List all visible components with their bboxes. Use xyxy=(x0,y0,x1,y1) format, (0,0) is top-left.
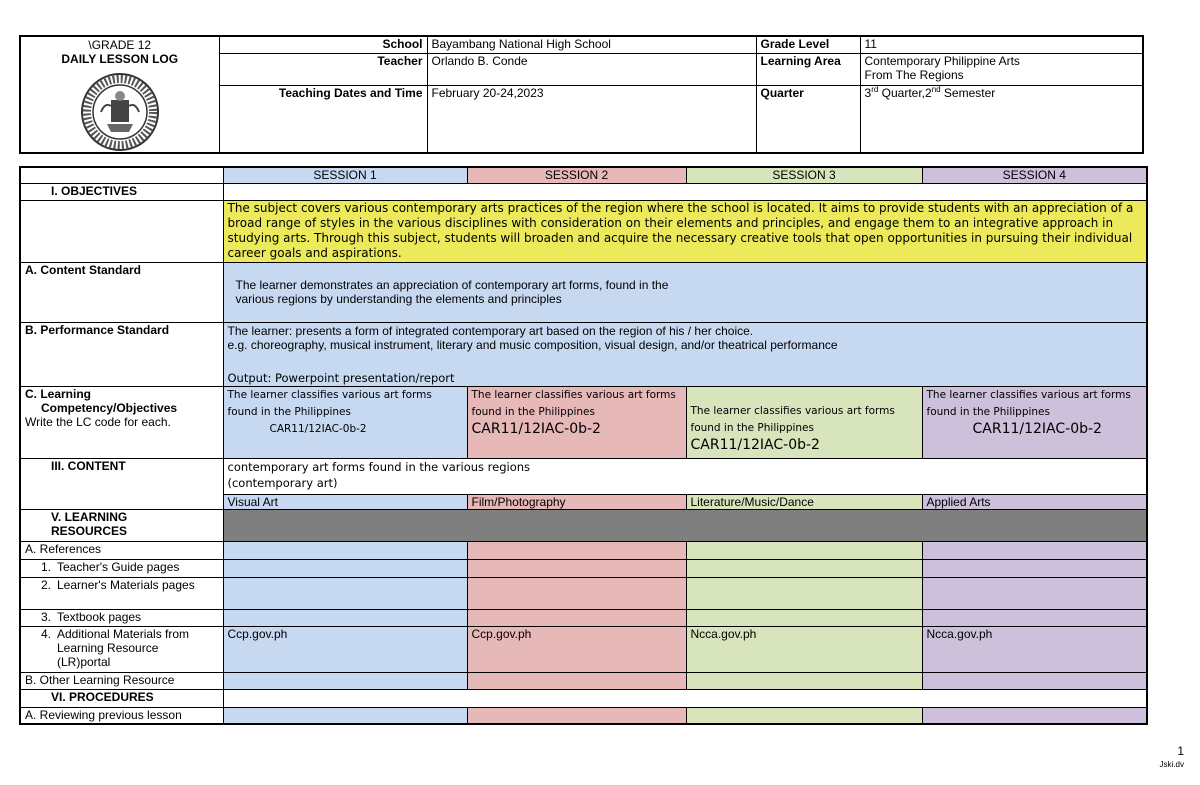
sessions-row xyxy=(20,167,1147,183)
footer-code: Jski.dv xyxy=(1159,760,1184,769)
tb-s2 xyxy=(467,609,686,626)
school-label: School xyxy=(219,36,427,53)
session-1-header: SESSION 1 xyxy=(223,167,467,183)
content-line1: contemporary art forms found in the various regions xyxy=(227,459,531,474)
references-s3 xyxy=(686,541,922,559)
content-label: III. CONTENT xyxy=(20,458,223,509)
item2-text: Learner's Materials pages xyxy=(57,577,195,592)
page-number: 1 xyxy=(1177,744,1184,758)
lm-s1 xyxy=(223,577,467,609)
objectives-label: I. OBJECTIVES xyxy=(20,183,223,200)
additional-materials-row xyxy=(20,626,1147,672)
rv-s3 xyxy=(686,707,922,724)
session-3-header: SESSION 3 xyxy=(686,167,922,183)
content-s1: Visual Art xyxy=(223,494,467,509)
lc-label-2: Competency/Objectives xyxy=(41,400,178,415)
content-s3: Literature/Music/Dance xyxy=(686,494,922,509)
references-s1 xyxy=(223,541,467,559)
content-line2: (contemporary art) xyxy=(227,475,338,490)
item4-text: Additional Materials from Learning Resource (LR)portal xyxy=(57,626,190,669)
content-row xyxy=(20,458,1147,494)
am-s3: Ncca.gov.ph xyxy=(686,626,922,672)
objectives-desc-left xyxy=(20,200,223,262)
item1-num: 1. xyxy=(40,559,51,574)
learning-area-line1: Contemporary Philippine Arts xyxy=(864,53,1020,68)
additional-materials-label xyxy=(20,626,223,672)
performance-standard-label: B. Performance Standard xyxy=(20,322,223,386)
lc-s3-code: CAR11/12IAC-0b-2 xyxy=(690,436,820,453)
learning-resources-label: V. LEARNING RESOURCES xyxy=(20,509,223,541)
tg-s4 xyxy=(922,559,1147,577)
teacher-value: Orlando B. Conde xyxy=(427,53,756,86)
rv-s4 xyxy=(922,707,1147,724)
rv-s2 xyxy=(467,707,686,724)
tg-s2 xyxy=(467,559,686,577)
session-4-header: SESSION 4 xyxy=(922,167,1147,183)
other-resource-label: B. Other Learning Resource xyxy=(20,672,223,689)
item3-num: 3. xyxy=(40,609,51,624)
content-standard-line2: various regions by understanding the elements and principles xyxy=(235,291,562,306)
procedures-label: VI. PROCEDURES xyxy=(20,689,223,707)
or-s4 xyxy=(922,672,1147,689)
tb-s3 xyxy=(686,609,922,626)
am-s4: Ncca.gov.ph xyxy=(922,626,1147,672)
lc-s1-code: CAR11/12IAC-0b-2 xyxy=(269,422,367,435)
learning-area-label: Learning Area xyxy=(756,53,860,86)
rv-s1 xyxy=(223,707,467,724)
learning-area-value xyxy=(860,53,1143,86)
lc-label-3: Write the LC code for each. xyxy=(25,414,171,429)
header-left-block xyxy=(20,36,219,153)
item3-text: Textbook pages xyxy=(57,609,142,624)
lc-session-3 xyxy=(686,386,922,458)
grade-label: \GRADE 12 xyxy=(88,38,152,52)
item1-text: Teacher's Guide pages xyxy=(57,559,180,574)
lc-session-1 xyxy=(223,386,467,458)
content-standard-label: A. Content Standard xyxy=(20,262,223,322)
references-row xyxy=(20,541,1147,559)
lc-s2-text: The learner classifies various art forms found in the Philippines xyxy=(471,388,676,418)
objectives-blank xyxy=(223,183,1147,200)
content-standard-value xyxy=(223,262,1147,322)
textbook-label xyxy=(20,609,223,626)
quarter-mid: Quarter,2 xyxy=(878,86,932,101)
learners-materials-label xyxy=(20,577,223,609)
semester-sup: nd xyxy=(931,85,941,95)
performance-standard-line2: e.g. choreography, musical instrument, literary and music composition, visual design, and/or theatrical performance xyxy=(227,337,838,352)
content-s2: Film/Photography xyxy=(467,494,686,509)
objectives-row xyxy=(20,183,1147,200)
school-value: Bayambang National High School xyxy=(427,36,756,53)
learning-competency-label xyxy=(20,386,223,458)
references-s4 xyxy=(922,541,1147,559)
subject-description: The subject covers various contemporary arts practices of the region where the school is located. It aims to provide students with an appreciation of a broad range of styles in the various disciplines with consideration on their elements and principles, and engage them to an integrative approach in studying arts. Through this subject, students will broaden and acquire the necessary creative tools that open opportunities in pursuing their individual career goals and aspirations. xyxy=(223,200,1147,262)
learning-area-line2: From The Regions xyxy=(864,67,964,82)
quarter-num: 3 xyxy=(864,86,872,101)
reviewing-row xyxy=(20,707,1147,724)
lc-s3-text: The learner classifies various art forms found in the Philippines xyxy=(690,404,895,434)
session-2-header: SESSION 2 xyxy=(467,167,686,183)
learning-resources-row xyxy=(20,509,1147,541)
lc-session-4 xyxy=(922,386,1147,458)
content-standard-line1: The learner demonstrates an appreciation of contemporary art forms, found in the xyxy=(235,277,669,292)
quarter-value xyxy=(860,86,1143,153)
performance-standard-line3: Output: Powerpoint presentation/report xyxy=(227,370,455,385)
lm-s3 xyxy=(686,577,922,609)
tb-s4 xyxy=(922,609,1147,626)
performance-standard-row xyxy=(20,322,1147,386)
lm-s4 xyxy=(922,577,1147,609)
performance-standard-value xyxy=(223,322,1147,386)
tg-s1 xyxy=(223,559,467,577)
procedures-row xyxy=(20,689,1147,707)
other-resource-row xyxy=(20,672,1147,689)
procedures-blank xyxy=(223,689,1147,707)
reviewing-label: A. Reviewing previous lesson xyxy=(20,707,223,724)
dates-value: February 20-24,2023 xyxy=(427,86,756,153)
quarter-sup: rd xyxy=(871,85,879,95)
references-s2 xyxy=(467,541,686,559)
log-title: DAILY LESSON LOG xyxy=(61,52,179,66)
lc-s2-code: CAR11/12IAC-0b-2 xyxy=(471,420,601,437)
am-s2: Ccp.gov.ph xyxy=(467,626,686,672)
teacher-label: Teacher xyxy=(219,53,427,86)
or-s2 xyxy=(467,672,686,689)
lc-s1-text: The learner classifies various art forms found in the Philippines xyxy=(227,388,432,418)
or-s1 xyxy=(223,672,467,689)
tg-s3 xyxy=(686,559,922,577)
content-s4: Applied Arts xyxy=(922,494,1147,509)
or-s3 xyxy=(686,672,922,689)
grade-level-value: 11 xyxy=(860,36,1143,53)
sessions-blank xyxy=(20,167,223,183)
textbook-row xyxy=(20,609,1147,626)
learners-materials-row xyxy=(20,577,1147,609)
deped-seal-icon xyxy=(71,72,169,152)
item2-num: 2. xyxy=(40,577,51,592)
lc-label-1: C. Learning xyxy=(25,386,92,401)
header-table xyxy=(19,35,1144,154)
lc-s4-text: The learner classifies various art forms found in the Philippines xyxy=(926,388,1131,418)
lesson-log-table xyxy=(19,166,1148,725)
quarter-label: Quarter xyxy=(756,86,860,153)
grade-level-label: Grade Level xyxy=(756,36,860,53)
item4-num: 4. xyxy=(40,626,51,641)
references-label: A. References xyxy=(20,541,223,559)
objectives-desc-row xyxy=(20,200,1147,262)
content-value xyxy=(223,458,1147,494)
learning-competency-row xyxy=(20,386,1147,458)
teachers-guide-label xyxy=(20,559,223,577)
lm-s2 xyxy=(467,577,686,609)
lc-s4-code: CAR11/12IAC-0b-2 xyxy=(972,420,1102,437)
am-s1: Ccp.gov.ph xyxy=(223,626,467,672)
tb-s1 xyxy=(223,609,467,626)
lc-session-2 xyxy=(467,386,686,458)
learning-resources-divider xyxy=(223,509,1147,541)
dates-label: Teaching Dates and Time xyxy=(219,86,427,153)
performance-standard-line1: The learner: presents a form of integrated contemporary art based on the region of his / her choice. xyxy=(227,323,754,338)
quarter-end: Semester xyxy=(940,86,996,101)
teachers-guide-row xyxy=(20,559,1147,577)
content-standard-row xyxy=(20,262,1147,322)
